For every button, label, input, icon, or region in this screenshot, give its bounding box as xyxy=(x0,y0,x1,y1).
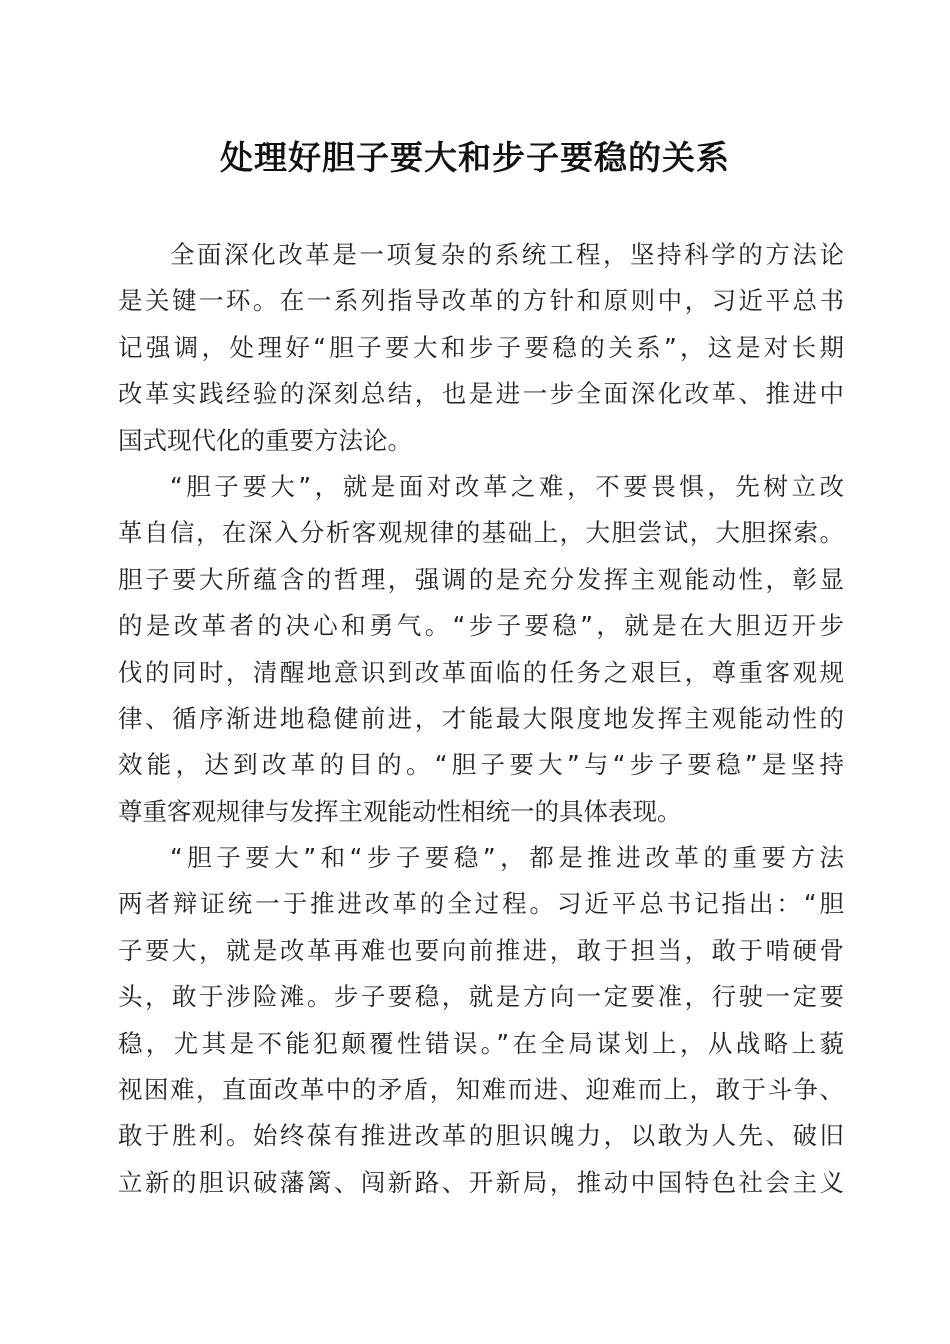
paragraph-2-line: 尊重客观规律与发挥主观能动性相统一的具体表现。 xyxy=(118,796,682,826)
paragraph-3-line: 子要大，就是改革再难也要向前推进，敢于担当，敢于啃硬骨 xyxy=(118,935,844,965)
paragraph-1-line: 是关键一环。在一系列指导改革的方针和原则中，习近平总书 xyxy=(118,286,844,316)
paragraph-3-line: 视困难，直面改革中的矛盾，知难而进、迎难而上，敢于斗争、 xyxy=(118,1075,844,1105)
document-title: 处理好胆子要大和步子要稳的关系 xyxy=(220,138,730,177)
paragraph-2-line: 革自信，在深入分析客观规律的基础上，大胆尝试，大胆探索。 xyxy=(118,518,844,548)
paragraph-3-line: 头，敢于涉险滩。步子要稳，就是方向一定要准，行驶一定要 xyxy=(118,982,844,1012)
paragraph-2-line: 效能，达到改革的目的。“胆子要大”与“步子要稳”是坚持 xyxy=(118,750,844,780)
paragraph-2-line: 的是改革者的决心和勇气。“步子要稳”，就是在大胆迈开步 xyxy=(118,611,844,641)
paragraph-1-line: 改革实践经验的深刻总结，也是进一步全面深化改革、推进中 xyxy=(118,379,844,409)
paragraph-3-line: “胆子要大”和“步子要稳”，都是推进改革的重要方法 xyxy=(170,843,844,873)
paragraph-2-line: 伐的同时，清醒地意识到改革面临的任务之艰巨，尊重客观规 xyxy=(118,657,844,687)
paragraph-2-line: “胆子要大”，就是面对改革之难，不要畏惧，先树立改 xyxy=(170,471,844,501)
document-body xyxy=(118,232,844,1206)
paragraph-1-line: 记强调，处理好“胆子要大和步子要稳的关系”，这是对长期 xyxy=(118,332,844,362)
paragraph-1-line: 国式现代化的重要方法论。 xyxy=(118,425,412,455)
paragraph-2-line: 律、循序渐进地稳健前进，才能最大限度地发挥主观能动性的 xyxy=(118,703,844,733)
paragraph-1-line: 全面深化改革是一项复杂的系统工程，坚持科学的方法论 xyxy=(170,240,844,269)
paragraph-2-line: 胆子要大所蕴含的哲理，强调的是充分发挥主观能动性，彰显 xyxy=(118,564,844,594)
paragraph-3-line: 立新的胆识破藩篱、闯新路、开新局，推动中国特色社会主义 xyxy=(118,1167,844,1197)
paragraph-3-line: 两者辩证统一于推进改革的全过程。习近平总书记指出：“胆 xyxy=(118,889,844,919)
paragraph-3-line: 敢于胜利。始终葆有推进改革的胆识魄力，以敢为人先、破旧 xyxy=(118,1121,844,1151)
paragraph-3-line: 稳，尤其是不能犯颠覆性错误。”在全局谋划上，从战略上藐 xyxy=(118,1028,844,1058)
